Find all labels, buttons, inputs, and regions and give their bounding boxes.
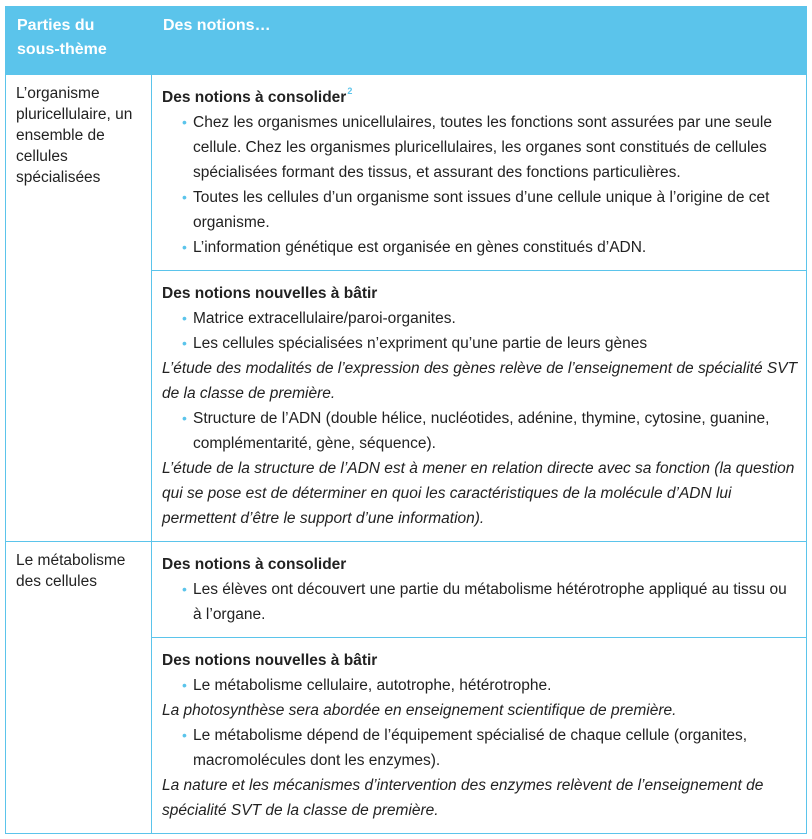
- bullet-icon: •: [182, 114, 187, 130]
- note-text: La photosynthèse sera abordée en enseignement scientifique de première.: [162, 702, 677, 719]
- list-item: • Structure de l’ADN (double hélice, nucléotides, adénine, thymine, cytosine, guanine, complémentarité, gène, séquence).: [162, 406, 798, 456]
- header-notions: Des notions…: [152, 7, 807, 75]
- footnote-marker: 2: [347, 86, 353, 96]
- list-item: • Le métabolisme cellulaire, autotrophe, hétérotrophe.: [162, 673, 798, 698]
- header-row: [6, 7, 807, 75]
- part-cell: Le métabolisme des cellules: [6, 542, 152, 834]
- header-parties: Parties du sous-thème: [6, 7, 152, 75]
- section-heading: Des notions à consolider$^2$: [162, 86, 353, 106]
- bullet-icon: •: [182, 239, 187, 255]
- notions-cell-consolider: [152, 542, 807, 638]
- list-item: • L’information génétique est organisée en gènes constitués d’ADN.: [162, 235, 798, 260]
- list-item: • Matrice extracellulaire/paroi-organites.: [162, 306, 798, 331]
- bullet-icon: •: [182, 335, 187, 351]
- list-item: • Les cellules spécialisées n’expriment qu’une partie de leurs gènes: [162, 331, 798, 356]
- section-heading: Des notions nouvelles à bâtir: [162, 285, 378, 302]
- bullet-icon: •: [182, 189, 187, 205]
- part-cell: L’organisme pluricellulaire, un ensemble de cellules spécialisées: [6, 75, 152, 542]
- bullet-icon: •: [182, 410, 187, 426]
- bullet-icon: •: [182, 677, 187, 693]
- note-text: La nature et les mécanismes d’intervention des enzymes relèvent de l’enseignement de spécialité SVT de la classe de première.: [162, 777, 764, 819]
- list-item: • Les élèves ont découvert une partie du métabolisme hétérotrophe appliqué au tissu ou à l’organe.: [162, 577, 798, 627]
- list-item: • Toutes les cellules d’un organisme sont issues d’une cellule unique à l’origine de cet organisme.: [162, 185, 798, 235]
- notions-cell-nouvelles: [152, 638, 807, 834]
- program-table: [5, 6, 807, 834]
- bullet-icon: •: [182, 310, 187, 326]
- section-heading: Des notions nouvelles à bâtir: [162, 652, 378, 669]
- bullet-icon: •: [182, 581, 187, 597]
- bullet-icon: •: [182, 727, 187, 743]
- list-item: • Le métabolisme dépend de l’équipement spécialisé de chaque cellule (organites, macromolécules dont les enzymes).: [162, 723, 798, 773]
- note-text: L’étude de la structure de l’ADN est à mener en relation directe avec sa fonction (la question qui se pose est de déterminer en quoi les caractéristiques de la molécule d’ADN lui permettent d’être le support d’une information).: [162, 460, 795, 527]
- list-item: • Chez les organismes unicellulaires, toutes les fonctions sont assurées par une seule cellule. Chez les organismes pluricellulaires, les organes sont constitués de cellules spécialisées formant des tissus, et assurant des fonctions particulières.: [162, 110, 798, 185]
- table-row: [6, 542, 807, 638]
- table-row: [6, 75, 807, 271]
- note-text: L’étude des modalités de l’expression des gènes relève de l’enseignement de spécialité SVT de la classe de première.: [162, 360, 798, 402]
- section-heading: Des notions à consolider: [162, 556, 347, 573]
- notions-cell-nouvelles: [152, 271, 807, 542]
- notions-cell-consolider: [152, 75, 807, 271]
